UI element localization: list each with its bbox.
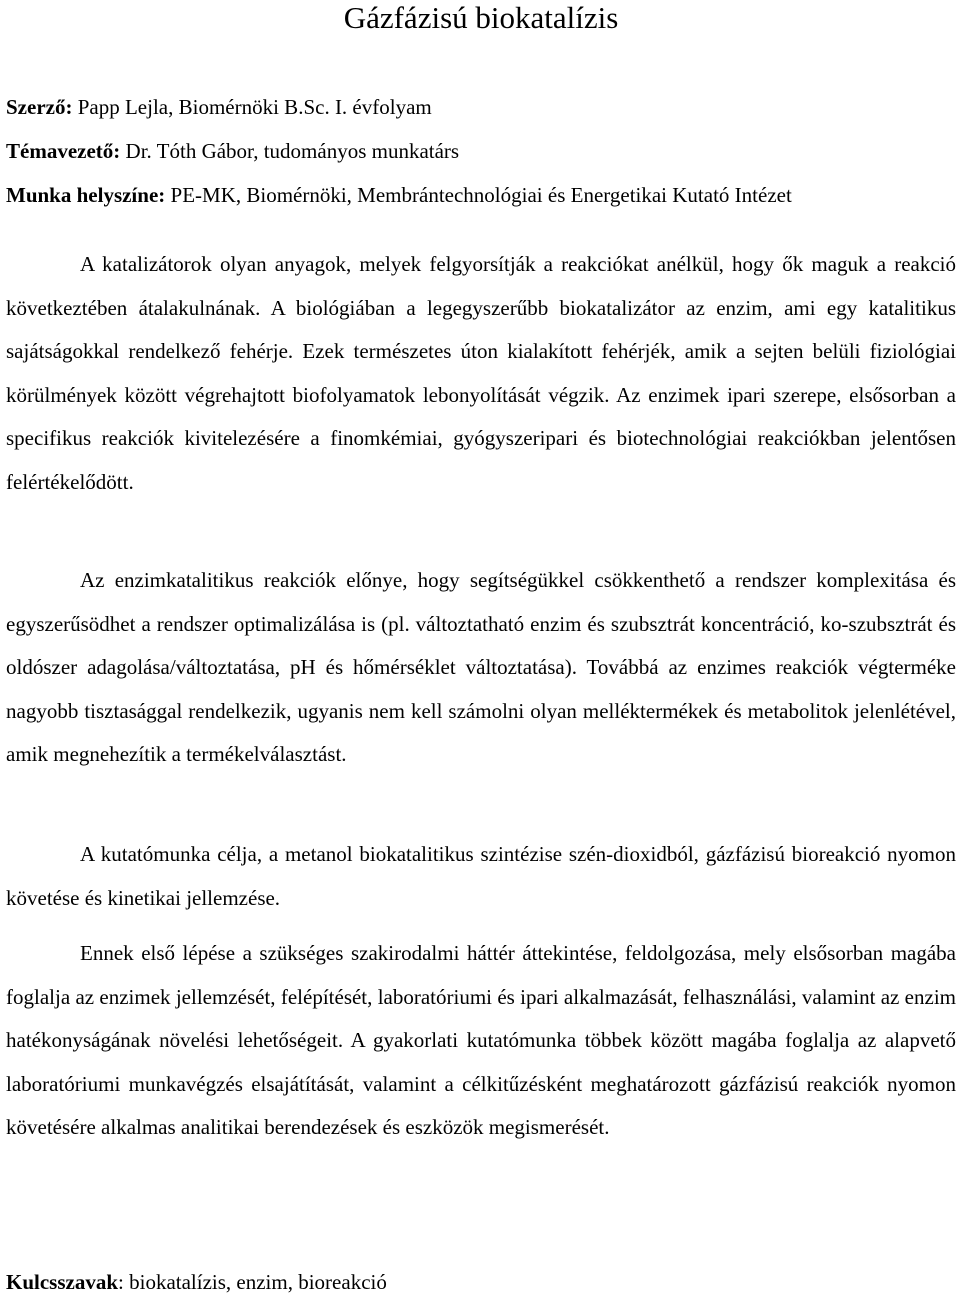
workplace-value: PE-MK, Biomérnöki, Membrántechnológiai és Energetikai Kutató Intézet [170,183,792,207]
supervisor-label: Témavezető: [6,139,121,163]
keywords-separator: : [118,1270,124,1294]
keywords-label: Kulcsszavak [6,1270,119,1294]
supervisor-line [6,139,459,163]
keywords-value: biokatalízis, enzim, bioreakció [123,1270,387,1294]
paragraph-goal: A kutatómunka célja, a metanol biokatalitikus szintézise szén-dioxidból, gázfázisú bioreakció nyomon követése és kinetikai jellemzése. [6,842,956,910]
author-value: Papp Lejla, Biomérnöki B.Sc. I. évfolyam [77,95,432,119]
paragraph-steps: Ennek első lépése a szükséges szakirodalmi háttér áttekintése, feldolgozása, mely elsősorban magába foglalja az enzimek jellemzését, felépítését, laboratóriumi és ipari alkalmazását, felhasználási, valamint az enzim hatékonyságának növelési lehetőségeit. A gyakorlati kutatómunka többek között magába foglalja az alapvető laboratóriumi munkavégzés elsajátítását, valamint a célkitűzésként meghatározott gázfázisú reakciók nyomon követésére alkalmas analitikai berendezések és eszközök megismerését. [6,941,956,1139]
paragraph-intro: A katalizátorok olyan anyagok, melyek felgyorsítják a reakciókat anélkül, hogy ők maguk a reakció következtében átalakulnának. A biológiában a legegyszerűbb biokatalizátor az enzim, ami egy katalitikus sajátságokkal rendelkező fehérje. Ezek természetes úton kialakított fehérjék, amik a sejten belüli fiziológiai körülmények között végrehajtott biofolyamatok lebonyolítását végzik. Az enzimek ipari szerepe, elsősorban a specifikus reakciók kivitelezésére a finomkémiai, gyógyszeripari és biotechnológiai reakciókban jelentősen felértékelődött. [6,252,956,494]
keywords-line [6,1270,387,1294]
supervisor-value: Dr. Tóth Gábor, tudományos munkatárs [125,139,460,163]
workplace-line [6,183,792,207]
paragraph-advantages: Az enzimkatalitikus reakciók előnye, hogy segítségükkel csökkenthető a rendszer komplexitása és egyszerűsödhet a rendszer optimalizálása is (pl. változtatható enzim és szubsztrát koncentráció, ko-szubsztrát és oldószer adagolása/változtatása, pH és hőmérséklet változtatása). Továbbá az enzimes reakciók végterméke nagyobb tisztasággal rendelkezik, ugyanis nem kell számolni olyan melléktermékek és metabolitok jelenlétével, amik megnehezítik a termékelválasztást. [6,568,956,766]
document-title: Gázfázisú biokatalízis [343,0,619,35]
author-label: Szerző: [6,95,73,119]
workplace-label: Munka helyszíne: [6,183,166,207]
author-line [6,95,432,119]
